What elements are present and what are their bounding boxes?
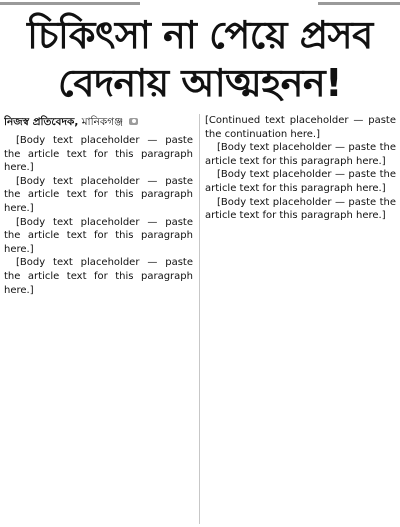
top-strip-bar	[0, 2, 140, 5]
article-paragraph: [Body text placeholder — paste the article text for this paragraph here.]	[205, 196, 396, 222]
article-column-right	[205, 114, 396, 524]
top-strip	[0, 0, 400, 8]
article-paragraph: [Body text placeholder — paste the article text for this paragraph here.]	[4, 135, 193, 174]
headline-line-2: বেদনায় আত্মহনন!	[58, 61, 342, 105]
byline-reporter: নিজস্ব প্রতিবেদক,	[4, 116, 79, 128]
article-paragraph: [Continued text placeholder — paste the continuation here.]	[205, 115, 396, 140]
article-paragraph: [Body text placeholder — paste the article text for this paragraph here.]	[205, 169, 396, 194]
byline	[4, 114, 194, 130]
headline-line-1: চিকিৎসা না পেয়ে প্রসব	[27, 13, 373, 57]
article-paragraph: [Body text placeholder — paste the article text for this paragraph here.]	[4, 257, 193, 296]
article-column-left	[4, 134, 193, 524]
article-paragraph: [Body text placeholder — paste the article text for this paragraph here.]	[205, 142, 396, 167]
column-divider	[199, 114, 200, 524]
article-paragraph: [Body text placeholder — paste the article text for this paragraph here.]	[4, 216, 193, 255]
byline-location: মানিকগঞ্জ	[81, 116, 124, 128]
article-paragraph: [Body text placeholder — paste the article text for this paragraph here.]	[4, 175, 193, 214]
camera-icon	[129, 118, 138, 125]
top-strip-bar	[318, 2, 400, 5]
